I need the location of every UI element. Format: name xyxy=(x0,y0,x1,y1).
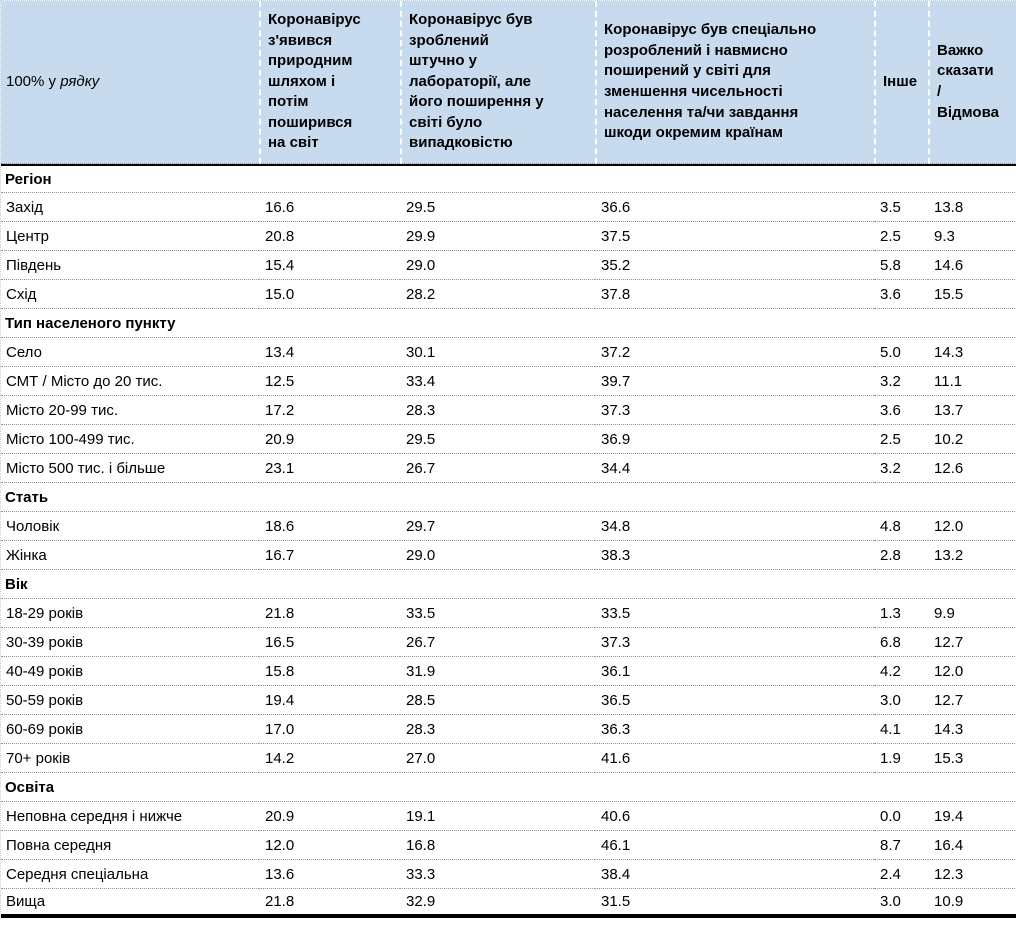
value-cell: 17.0 xyxy=(259,715,400,744)
value-cell: 37.3 xyxy=(595,628,874,657)
value-cell: 31.9 xyxy=(400,657,595,686)
value-cell: 1.3 xyxy=(874,599,928,628)
value-cell: 36.9 xyxy=(595,425,874,454)
value-cell: 13.8 xyxy=(928,193,1016,222)
row-label: СМТ / Місто до 20 тис. xyxy=(1,367,259,396)
table-row xyxy=(1,541,1016,570)
table-row xyxy=(1,425,1016,454)
value-cell: 37.3 xyxy=(595,396,874,425)
value-cell: 21.8 xyxy=(259,599,400,628)
corner-header-cell xyxy=(1,1,259,164)
value-cell: 4.2 xyxy=(874,657,928,686)
value-cell: 13.2 xyxy=(928,541,1016,570)
value-cell: 34.8 xyxy=(595,512,874,541)
table-row xyxy=(1,889,1016,918)
value-cell: 30.1 xyxy=(400,338,595,367)
table-row xyxy=(1,193,1016,222)
value-cell: 2.5 xyxy=(874,222,928,251)
value-cell: 3.5 xyxy=(874,193,928,222)
row-label: Чоловік xyxy=(1,512,259,541)
value-cell: 13.6 xyxy=(259,860,400,889)
value-cell: 12.3 xyxy=(928,860,1016,889)
value-cell: 15.3 xyxy=(928,744,1016,773)
value-cell: 12.0 xyxy=(928,657,1016,686)
table-row xyxy=(1,396,1016,425)
section-title: Регіон xyxy=(1,164,1016,193)
value-cell: 23.1 xyxy=(259,454,400,483)
value-cell: 14.2 xyxy=(259,744,400,773)
row-label: Схід xyxy=(1,280,259,309)
value-cell: 29.7 xyxy=(400,512,595,541)
value-cell: 20.8 xyxy=(259,222,400,251)
value-cell: 33.4 xyxy=(400,367,595,396)
value-cell: 11.1 xyxy=(928,367,1016,396)
value-cell: 12.7 xyxy=(928,686,1016,715)
row-label: Неповна середня і нижче xyxy=(1,802,259,831)
corner-label-italic: рядку xyxy=(60,72,100,90)
value-cell: 21.8 xyxy=(259,889,400,918)
table-row xyxy=(1,367,1016,396)
value-cell: 3.2 xyxy=(874,367,928,396)
value-cell: 29.0 xyxy=(400,541,595,570)
value-cell: 16.7 xyxy=(259,541,400,570)
table-row xyxy=(1,744,1016,773)
table-body xyxy=(1,164,1016,918)
row-label: 70+ років xyxy=(1,744,259,773)
value-cell: 3.6 xyxy=(874,280,928,309)
value-cell: 15.5 xyxy=(928,280,1016,309)
value-cell: 34.4 xyxy=(595,454,874,483)
value-cell: 16.8 xyxy=(400,831,595,860)
value-cell: 37.8 xyxy=(595,280,874,309)
row-label: Захід xyxy=(1,193,259,222)
row-label: 60-69 років xyxy=(1,715,259,744)
value-cell: 15.0 xyxy=(259,280,400,309)
section-title: Вік xyxy=(1,570,1016,599)
value-cell: 12.6 xyxy=(928,454,1016,483)
value-cell: 9.3 xyxy=(928,222,1016,251)
value-cell: 37.2 xyxy=(595,338,874,367)
value-cell: 28.3 xyxy=(400,715,595,744)
value-cell: 3.2 xyxy=(874,454,928,483)
section-title: Стать xyxy=(1,483,1016,512)
row-label: 40-49 років xyxy=(1,657,259,686)
value-cell: 16.6 xyxy=(259,193,400,222)
value-cell: 37.5 xyxy=(595,222,874,251)
table-row xyxy=(1,715,1016,744)
value-cell: 14.3 xyxy=(928,338,1016,367)
value-cell: 39.7 xyxy=(595,367,874,396)
value-cell: 17.2 xyxy=(259,396,400,425)
value-cell: 36.6 xyxy=(595,193,874,222)
row-label: Вища xyxy=(1,889,259,918)
value-cell: 16.4 xyxy=(928,831,1016,860)
value-cell: 15.8 xyxy=(259,657,400,686)
value-cell: 8.7 xyxy=(874,831,928,860)
value-cell: 2.8 xyxy=(874,541,928,570)
value-cell: 12.0 xyxy=(259,831,400,860)
value-cell: 13.7 xyxy=(928,396,1016,425)
table-row xyxy=(1,280,1016,309)
value-cell: 28.2 xyxy=(400,280,595,309)
value-cell: 19.1 xyxy=(400,802,595,831)
value-cell: 9.9 xyxy=(928,599,1016,628)
value-cell: 20.9 xyxy=(259,802,400,831)
value-cell: 3.0 xyxy=(874,686,928,715)
section-row xyxy=(1,309,1016,338)
row-label: Місто 500 тис. і більше xyxy=(1,454,259,483)
section-row xyxy=(1,164,1016,193)
value-cell: 14.6 xyxy=(928,251,1016,280)
row-label: 50-59 років xyxy=(1,686,259,715)
col-header-other: Інше xyxy=(874,1,928,164)
section-row xyxy=(1,483,1016,512)
value-cell: 4.1 xyxy=(874,715,928,744)
section-title: Тип населеного пункту xyxy=(1,309,1016,338)
table-row xyxy=(1,802,1016,831)
corner-label-prefix: 100% у xyxy=(6,72,57,90)
section-row xyxy=(1,570,1016,599)
value-cell: 16.5 xyxy=(259,628,400,657)
value-cell: 29.0 xyxy=(400,251,595,280)
row-label: Повна середня xyxy=(1,831,259,860)
value-cell: 6.8 xyxy=(874,628,928,657)
row-label: 30-39 років xyxy=(1,628,259,657)
table-row xyxy=(1,686,1016,715)
value-cell: 15.4 xyxy=(259,251,400,280)
value-cell: 32.9 xyxy=(400,889,595,918)
value-cell: 31.5 xyxy=(595,889,874,918)
value-cell: 18.6 xyxy=(259,512,400,541)
value-cell: 2.5 xyxy=(874,425,928,454)
value-cell: 3.0 xyxy=(874,889,928,918)
table-row xyxy=(1,831,1016,860)
value-cell: 27.0 xyxy=(400,744,595,773)
value-cell: 0.0 xyxy=(874,802,928,831)
value-cell: 40.6 xyxy=(595,802,874,831)
value-cell: 29.5 xyxy=(400,425,595,454)
section-row xyxy=(1,773,1016,802)
value-cell: 38.4 xyxy=(595,860,874,889)
value-cell: 2.4 xyxy=(874,860,928,889)
value-cell: 20.9 xyxy=(259,425,400,454)
value-cell: 36.5 xyxy=(595,686,874,715)
value-cell: 13.4 xyxy=(259,338,400,367)
value-cell: 33.5 xyxy=(595,599,874,628)
value-cell: 10.2 xyxy=(928,425,1016,454)
value-cell: 3.6 xyxy=(874,396,928,425)
value-cell: 12.7 xyxy=(928,628,1016,657)
value-cell: 28.3 xyxy=(400,396,595,425)
col-header-lab-accident: Коронавірус був зроблений штучно у лабораторії, але його поширення у світі було випадковістю xyxy=(400,1,595,164)
col-header-hard-to-say: Важко сказати / Відмова xyxy=(928,1,1016,164)
col-header-natural-origin: Коронавірус з'явився природним шляхом і потім поширився на світ xyxy=(259,1,400,164)
value-cell: 14.3 xyxy=(928,715,1016,744)
value-cell: 36.1 xyxy=(595,657,874,686)
value-cell: 33.3 xyxy=(400,860,595,889)
table-row xyxy=(1,599,1016,628)
value-cell: 26.7 xyxy=(400,628,595,657)
row-label: Центр xyxy=(1,222,259,251)
row-label: Місто 100-499 тис. xyxy=(1,425,259,454)
value-cell: 28.5 xyxy=(400,686,595,715)
section-title: Освіта xyxy=(1,773,1016,802)
value-cell: 36.3 xyxy=(595,715,874,744)
value-cell: 5.0 xyxy=(874,338,928,367)
value-cell: 1.9 xyxy=(874,744,928,773)
row-label: Середня спеціальна xyxy=(1,860,259,889)
value-cell: 38.3 xyxy=(595,541,874,570)
table-row xyxy=(1,860,1016,889)
value-cell: 12.5 xyxy=(259,367,400,396)
table-row xyxy=(1,657,1016,686)
value-cell: 19.4 xyxy=(259,686,400,715)
value-cell: 4.8 xyxy=(874,512,928,541)
table-row xyxy=(1,222,1016,251)
value-cell: 10.9 xyxy=(928,889,1016,918)
value-cell: 12.0 xyxy=(928,512,1016,541)
value-cell: 29.5 xyxy=(400,193,595,222)
value-cell: 33.5 xyxy=(400,599,595,628)
row-label: Місто 20-99 тис. xyxy=(1,396,259,425)
value-cell: 46.1 xyxy=(595,831,874,860)
col-header-deliberate-spread: Коронавірус був спеціально розроблений і навмисно поширений у світі для зменшення чисельності населення та/чи завдання шкоди окремим країнам xyxy=(595,1,874,164)
value-cell: 5.8 xyxy=(874,251,928,280)
table-row xyxy=(1,338,1016,367)
row-label: Жінка xyxy=(1,541,259,570)
table-row xyxy=(1,454,1016,483)
value-cell: 29.9 xyxy=(400,222,595,251)
row-label: Село xyxy=(1,338,259,367)
row-label: 18-29 років xyxy=(1,599,259,628)
table-row xyxy=(1,512,1016,541)
header-row xyxy=(1,1,1016,164)
value-cell: 26.7 xyxy=(400,454,595,483)
table-header xyxy=(1,1,1016,164)
value-cell: 19.4 xyxy=(928,802,1016,831)
row-label: Південь xyxy=(1,251,259,280)
table-row xyxy=(1,628,1016,657)
value-cell: 35.2 xyxy=(595,251,874,280)
value-cell: 41.6 xyxy=(595,744,874,773)
table-row xyxy=(1,251,1016,280)
